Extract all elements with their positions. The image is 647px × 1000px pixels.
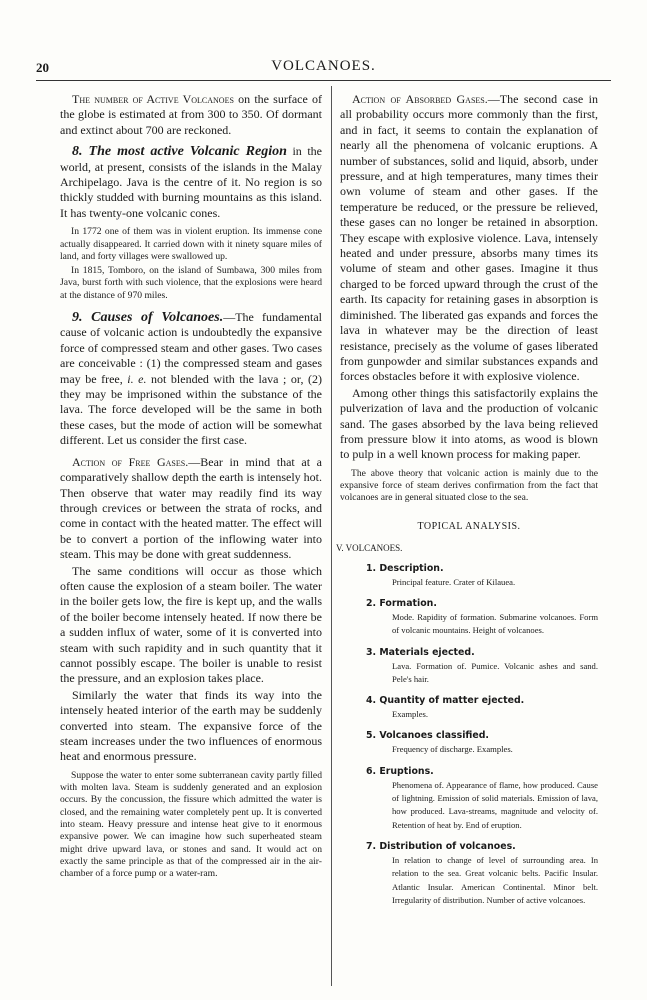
note-1815: In 1815, Tomboro, on the island of Sumbawa, 300 miles from Java, burst forth with such violence, that the explosions were heard at the distance of 970 miles.	[60, 265, 322, 301]
paragraph-absorbed-gases	[340, 92, 598, 385]
section-heading: 9. Causes of Volcanoes.	[72, 310, 224, 326]
paragraph-among: Among other things this satisfactorily explains the pulverization of lava and the production of volcanic sand. The gases absorbed by the lava being relieved from pressure blow it into atoms, as wood is blown to pulp in a well known process for making paper.	[340, 385, 598, 462]
paragraph-text: in the world, at present, consists of the islands in the Malay Archipelago. Java is the centre of it. No region is so thickly studded with burning mountains as this island. It has twenty-one volcanic cones.	[60, 144, 322, 220]
paragraph-text: —Bear in mind that at a comparatively shallow depth the earth is intensely hot. Then observe that water may readily find its way through crevices or between the strata of rocks, and come in contact with the heated matter. The effect will be to convert a portion of the inflowing water into steam. This may be done with great suddenness.	[60, 454, 322, 562]
topical-item-head: 2. Formation.	[366, 597, 437, 609]
paragraph-text: on the surface of the globe is estimated at from 300 to 350. Of dormant and extinct about 700 are reckoned.	[60, 92, 323, 137]
topical-analysis	[336, 520, 598, 907]
header-rule	[36, 80, 611, 81]
run-in-heading: The number of Active Volcanoes	[72, 92, 234, 106]
topical-item	[366, 841, 598, 907]
note-subterranean: Suppose the water to enter some subterranean cavity partly filled with molten lava. Steam is suddenly generated and an explosion occurs. By the concussion, the fissure which admitted the water is closed, and the remaining water completely pent up. It is converted into steam. Heavy pressure and intense heat give to it enormous expansive power. We can imagine how such superheated steam might drive upward lava, or stones and sand. It would act on exactly the same principle as that of the compressed air in the air-chamber of a force pump or a water-ram.	[60, 769, 322, 880]
right-column	[336, 92, 598, 916]
italic-ie: i. e.	[127, 371, 147, 386]
topical-item-head: 4. Quantity of matter ejected.	[366, 695, 525, 707]
topical-item	[366, 730, 598, 756]
left-column	[60, 92, 322, 882]
page-header	[36, 58, 611, 80]
topical-title: TOPICAL ANALYSIS.	[417, 520, 521, 532]
topical-item-sub: Frequency of discharge. Examples.	[392, 744, 513, 755]
topical-item-sub: Examples.	[392, 709, 429, 720]
column-divider	[331, 86, 332, 986]
topical-item-sub: Phenomena of. Appearance of flame, how produced. Cause of lightning. Emission of solid materials. Emission of lava, how produced. Lava-streams, magnitude and velocity of. Retention of heat by. End of eruption.	[392, 779, 598, 830]
section-8	[60, 144, 322, 221]
run-in-heading: Action of Absorbed Gases.	[352, 92, 488, 106]
paragraph-text: not blended with the lava ; or, (2) they may be imprisoned within the substance of the lava. The force developed will be the same in both these cases, but the mode of action will be somewhat different. Let us consider the first case.	[60, 371, 322, 448]
paragraph-active-volcanoes	[60, 92, 322, 138]
section-heading: 8. The most active Volcanic Region	[72, 144, 287, 160]
paragraph-similarly: Similarly the water that finds its way into the intensely heated interior of the earth may be suddenly converted into steam. The expansive force of the steam increases under the two influences of enormous heat and enormous pressure.	[60, 687, 322, 764]
topical-item	[366, 766, 598, 832]
topical-item	[366, 695, 598, 721]
topical-root: V. VOLCANOES.	[336, 542, 403, 553]
paragraph-free-gases	[60, 455, 322, 563]
topical-item	[366, 598, 598, 638]
section-9	[60, 310, 322, 449]
topical-item-sub: In relation to change of level of surrounding area. In relation to the sea. Great volcanic belts. Pacific Insular. Atlantic Insular. American Continental. Minor belt. Irregularity of distribution. Number of active volcanoes.	[392, 854, 598, 905]
note-1772: In 1772 one of them was in violent eruption. Its immense cone actually disappeared. It carried down with it ninety square miles of land, and forty villages were swallowed up.	[60, 226, 322, 262]
topical-item-head: 3. Materials ejected.	[366, 646, 475, 658]
paragraph-text: —The fundamental cause of volcanic action is undoubtedly the expansive force of compressed steam and other gases. Two cases are conceivable : (1) the compressed steam and gases may be free,	[60, 310, 322, 386]
note-theory: The above theory that volcanic action is mainly due to the expansive force of steam derives confirmation from the fact that volcanoes are in general situated close to the sea.	[340, 467, 598, 504]
topical-item-head: 1. Description.	[366, 562, 444, 574]
running-title: VOLCANOES.	[271, 58, 376, 74]
topical-item-head: 5. Volcanoes classified.	[366, 730, 489, 742]
run-in-heading: Action of Free Gases.	[72, 454, 189, 469]
page-number: 20	[36, 60, 49, 75]
topical-item	[366, 563, 598, 589]
topical-item	[366, 647, 598, 687]
paragraph-steam-boiler: The same conditions will occur as those which often cause the explosion of a steam boiler. The water in the boiler gets low, the fire is kept up, and the walls of the boiler become intensely heated. If now there be a sudden influx of water, some of it is converted into steam with such rapidity and in such quantity that it cannot possibly escape. The boiler is unable to resist the pressure, and an explosion takes place.	[60, 563, 322, 686]
topical-item-sub: Mode. Rapidity of formation. Submarine volcanoes. Form of volcanic mountains. Height of volcanoes.	[392, 611, 598, 636]
topical-item-head: 6. Eruptions.	[366, 765, 434, 777]
topical-item-sub: Principal feature. Crater of Kilauea.	[392, 576, 516, 587]
topical-item-head: 7. Distribution of volcanoes.	[366, 840, 516, 852]
topical-item-sub: Lava. Formation of. Pumice. Volcanic ashes and sand. Pele's hair.	[392, 660, 598, 684]
paragraph-text: —The second case in all probability occurs more commonly than the first, and in fact, it seems to contain the explanation of nearly all the phenomena of volcanic eruptions. A number of substances, solid and liquid, absorb, under pressure, and at high temperatures, many times their own volume of steam and other gases. If the temperature be reduced, or the pressure be relieved, these gases can no longer be retained in absorption. They escape with explosive violence. Lava, intensely heated and under pressure, absorbs many times its volume of steam and other gases. Imagine it thus charged to be forced upward through the crust of the earth. Its capacity for retaining gases in absorption is diminished. The liberated gas expands and forces the lava in whatever may be the direction of least resistance, precisely as the volume of gases liberated from gunpowder and similar substances expands and forces obstacles before it with explosive violence.	[340, 92, 598, 384]
